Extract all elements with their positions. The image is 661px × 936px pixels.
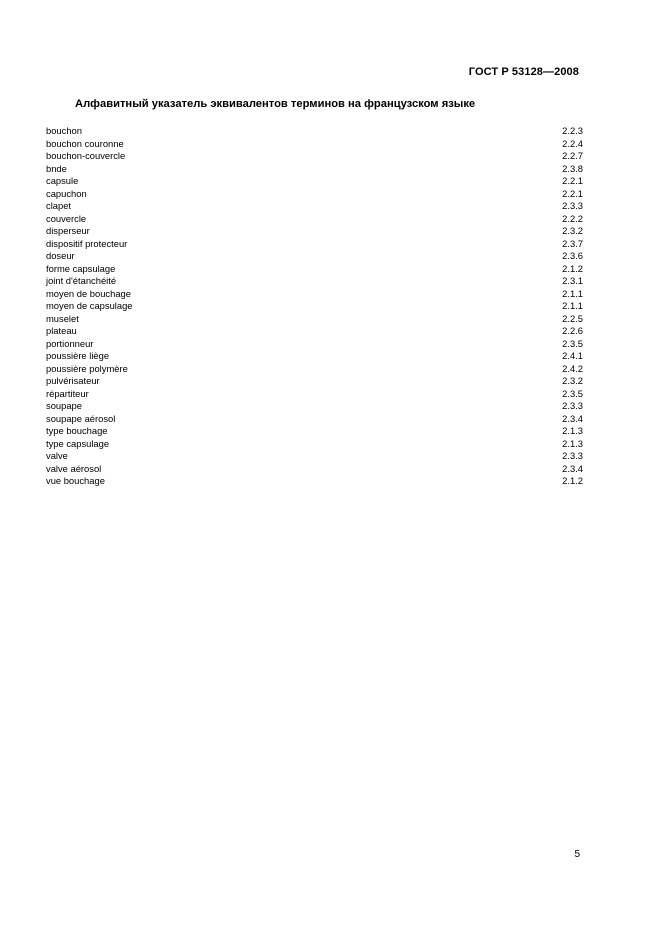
- index-entry: [46, 150, 583, 163]
- index-entry: [46, 275, 583, 288]
- index-entry-ref: 2.2.1: [562, 187, 583, 199]
- index-entry-term: poussière liège: [46, 350, 110, 361]
- index-entry: [46, 375, 583, 388]
- index-entry-term: bouchon: [46, 125, 82, 136]
- index-entry: [46, 463, 583, 476]
- index-entry-ref: 2.2.3: [562, 125, 583, 136]
- index-entry-term: muselet: [46, 312, 79, 324]
- index-entry-ref: 2.1.2: [562, 475, 583, 486]
- index-entry: [46, 350, 583, 363]
- index-entry-ref: 2.3.7: [562, 237, 583, 249]
- index-entry-ref: 2.1.1: [562, 300, 583, 311]
- index-entry-ref: 2.3.4: [562, 412, 583, 424]
- index-entry-ref: 2.3.5: [562, 387, 583, 399]
- index-entry-term: dispositif protecteur: [46, 237, 128, 249]
- index-entry-term: capuchon: [46, 187, 87, 199]
- index-entry: [46, 138, 583, 151]
- index-entry-term: type bouchage: [46, 425, 108, 436]
- index-entry-term: forme capsulage: [46, 262, 116, 274]
- index-entry-term: pulvérisateur: [46, 375, 100, 386]
- index-entry: [46, 250, 583, 263]
- index-entry: [46, 338, 583, 351]
- index-entry: [46, 425, 583, 438]
- index-entry: [46, 238, 583, 251]
- index-entry-ref: 2.3.3: [562, 200, 583, 211]
- page-number: 5: [574, 849, 580, 860]
- index-entry-term: portionneur: [46, 337, 94, 349]
- index-entry: [46, 363, 583, 376]
- index-entry: [46, 450, 583, 463]
- index-entry-ref: 2.1.2: [562, 262, 583, 274]
- index-entry-ref: 2.1.1: [562, 287, 583, 299]
- index-entry-ref: 2.3.4: [562, 462, 583, 474]
- index-entry-ref: 2.1.3: [562, 437, 583, 449]
- index-entry-ref: 2.2.6: [562, 325, 583, 336]
- index-entry-ref: 2.3.8: [562, 162, 583, 174]
- index-entry-term: type capsulage: [46, 437, 110, 449]
- index-entry: [46, 263, 583, 276]
- index-entry-term: couvercle: [46, 212, 87, 224]
- index-entry-ref: 2.3.2: [562, 375, 583, 386]
- index-entry: [46, 400, 583, 413]
- index-entry-ref: 2.4.1: [562, 350, 583, 361]
- index-entry-term: disperseur: [46, 225, 90, 236]
- index-entry-term: valve aérosol: [46, 462, 102, 474]
- index-entry: [46, 175, 583, 188]
- index-entry: [46, 388, 583, 401]
- index-entry-ref: 2.3.6: [562, 250, 583, 261]
- index-entry: [46, 300, 583, 313]
- index-entry-ref: 2.2.1: [562, 175, 583, 186]
- index-entry-term: bouchon-couvercle: [46, 150, 126, 161]
- index-entry-term: doseur: [46, 250, 75, 261]
- index-entry: [46, 325, 583, 338]
- document-standard-id: ГОСТ Р 53128—2008: [468, 66, 579, 78]
- index-entry-term: capsule: [46, 175, 79, 186]
- index-entry-term: répartiteur: [46, 387, 89, 399]
- index-entry: [46, 413, 583, 426]
- index-entry-term: soupape aérosol: [46, 412, 116, 424]
- index-entry-term: valve: [46, 450, 68, 461]
- index-entry-term: poussière polymère: [46, 362, 128, 374]
- index-entry-term: clapet: [46, 200, 72, 211]
- index-entry: [46, 225, 583, 238]
- index-entry: [46, 163, 583, 176]
- index-entry-ref: 2.2.5: [562, 312, 583, 324]
- index-entry: [46, 200, 583, 213]
- index-entry-ref: 2.3.1: [562, 275, 583, 286]
- index-entry: [46, 188, 583, 201]
- index-entry-term: bouchon couronne: [46, 137, 124, 149]
- index-entry-ref: 2.1.3: [562, 425, 583, 436]
- index-entry-ref: 2.3.3: [562, 400, 583, 411]
- index-entry-term: plateau: [46, 325, 77, 336]
- index-entry-term: soupape: [46, 400, 82, 411]
- index-entry-ref: 2.2.2: [562, 212, 583, 224]
- index-entry-ref: 2.3.2: [562, 225, 583, 236]
- index-entry-term: vue bouchage: [46, 475, 105, 486]
- term-index-list: [46, 125, 583, 488]
- index-entry: [46, 313, 583, 326]
- index-entry-term: joint d'étanchéité: [46, 275, 117, 286]
- index-entry-term: moyen de bouchage: [46, 287, 131, 299]
- index-entry-ref: 2.4.2: [562, 362, 583, 374]
- index-entry-term: moyen de capsulage: [46, 300, 133, 311]
- index-entry-ref: 2.2.7: [562, 150, 583, 161]
- index-title: Алфавитный указатель эквивалентов терминов на французском языке: [75, 98, 476, 110]
- index-entry: [46, 213, 583, 226]
- index-entry-ref: 2.3.3: [562, 450, 583, 461]
- index-entry-term: bnde: [46, 162, 67, 174]
- index-entry: [46, 125, 583, 138]
- index-entry-ref: 2.3.5: [562, 337, 583, 349]
- index-entry: [46, 475, 583, 488]
- index-entry: [46, 288, 583, 301]
- index-entry-ref: 2.2.4: [562, 137, 583, 149]
- index-entry: [46, 438, 583, 451]
